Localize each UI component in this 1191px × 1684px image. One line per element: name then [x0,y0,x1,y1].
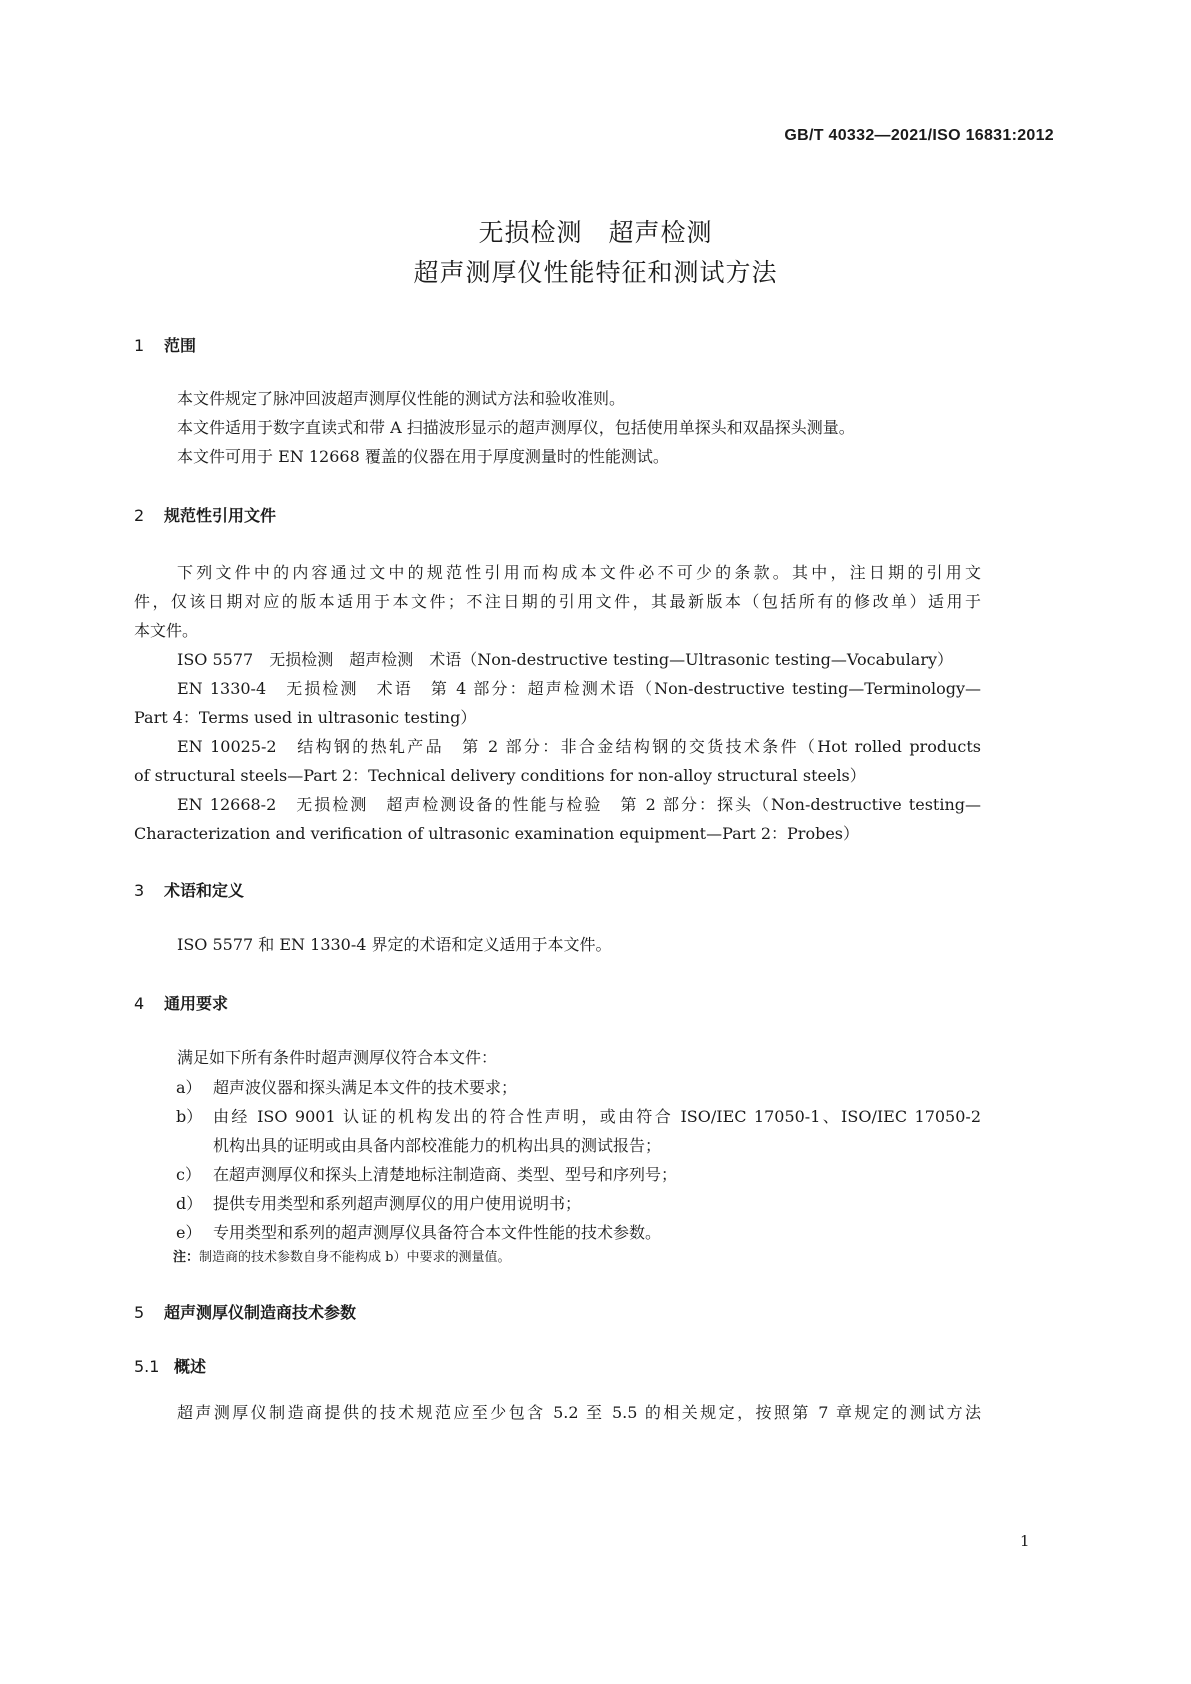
list-text: 由经 ISO 9001 认证的机构发出的符合性声明，或由符合 ISO/IEC 17050-1、ISO/IEC 17050-2 [213,1107,981,1126]
section-number: 2 [134,506,145,525]
list-label: c） [176,1165,201,1184]
section-number: 3 [134,881,145,900]
list-text: 提供专用类型和系列超声测厚仪的用户使用说明书； [213,1194,582,1213]
section-title: 通用要求 [164,994,229,1013]
list-item [0,1075,1191,1099]
paragraph: 本文件适用于数字直读式和带 A 扫描波形显示的超声测厚仪，包括使用单探头和双晶探头测量。 [177,418,855,437]
section-number: 4 [134,994,145,1013]
document-title-line-1: 无损检测 超声检测 [478,218,713,247]
reference-en-12668-2: EN 12668-2 无损检测 超声检测设备的性能与检验 第 2 部分：探头（Non-destructive testing— [177,795,981,814]
subsection-number: 5.1 [134,1357,160,1376]
list-text: 机构出具的证明或由具备内部校准能力的机构出具的测试报告； [213,1136,662,1155]
list-text: 超声波仪器和探头满足本文件的技术要求； [213,1078,518,1097]
paragraph: ISO 5577 和 EN 1330-4 界定的术语和定义适用于本文件。 [177,935,612,954]
paragraph-line: 件，仅该日期对应的版本适用于本文件；不注日期的引用文件，其最新版本（包括所有的修改单）适用于 [134,592,981,611]
list-label: e） [176,1223,202,1242]
document-title-line-2: 超声测厚仪性能特征和测试方法 [413,258,778,287]
note-text: 制造商的技术参数自身不能构成 b）中要求的测量值。 [199,1250,511,1265]
list-item [0,1104,1191,1128]
subsection-title: 概述 [174,1357,207,1376]
section-4-heading [134,991,228,1014]
section-2-heading [134,503,276,526]
list-label: a） [176,1078,202,1097]
list-item-continuation [0,1133,1191,1157]
list-item [0,1162,1191,1186]
paragraph: 超声测厚仪制造商提供的技术规范应至少包含 5.2 至 5.5 的相关规定，按照第 7 章规定的测试方法 [177,1403,981,1422]
subsection-5-1-heading [134,1354,206,1377]
paragraph-line: 下列文件中的内容通过文中的规范性引用而构成本文件必不可少的条款。其中，注日期的引用文 [177,563,981,582]
reference-iso-5577: ISO 5577 无损检测 超声检测 术语（Non-destructive testing—Ultrasonic testing—Vocabulary） [177,650,954,669]
list-item [0,1220,1191,1244]
reference-en-1330-4: EN 1330-4 无损检测 术语 第 4 部分：超声检测术语（Non-destructive testing—Terminology— [177,679,981,698]
section-5-heading [134,1300,356,1323]
section-title: 超声测厚仪制造商技术参数 [164,1303,357,1322]
paragraph-line: 本文件。 [134,621,199,640]
section-3-heading [134,878,244,901]
section-title: 范围 [164,336,197,355]
note [173,1246,510,1265]
section-1-heading [134,333,196,356]
reference-en-10025-2: EN 10025-2 结构钢的热轧产品 第 2 部分：非合金结构钢的交货技术条件（Hot rolled products [177,737,981,756]
paragraph: 本文件可用于 EN 12668 覆盖的仪器在用于厚度测量时的性能测试。 [177,447,669,466]
section-title: 规范性引用文件 [164,506,277,525]
reference-en-10025-2-cont: of structural steels—Part 2：Technical delivery conditions for non-alloy structural steels） [134,766,866,785]
reference-en-12668-2-cont: Characterization and verification of ultrasonic examination equipment—Part 2：Probes） [134,824,859,843]
standard-code: GB/T 40332—2021/ISO 16831:2012 [784,127,1054,144]
list-text: 专用类型和系列的超声测厚仪具备符合本文件性能的技术参数。 [213,1223,662,1242]
list-text: 在超声测厚仪和探头上清楚地标注制造商、类型、型号和序列号； [213,1165,678,1184]
list-item [0,1191,1191,1215]
note-label: 注： [173,1250,200,1265]
list-label: d） [176,1194,203,1213]
reference-en-1330-4-cont: Part 4：Terms used in ultrasonic testing） [134,708,477,727]
paragraph: 本文件规定了脉冲回波超声测厚仪性能的测试方法和验收准则。 [177,389,626,408]
list-label: b） [176,1107,203,1126]
section-number: 5 [134,1303,145,1322]
section-number: 1 [134,336,145,355]
section-title: 术语和定义 [164,881,245,900]
page-number: 1 [1020,1532,1030,1550]
paragraph: 满足如下所有条件时超声测厚仪符合本文件： [177,1048,498,1067]
